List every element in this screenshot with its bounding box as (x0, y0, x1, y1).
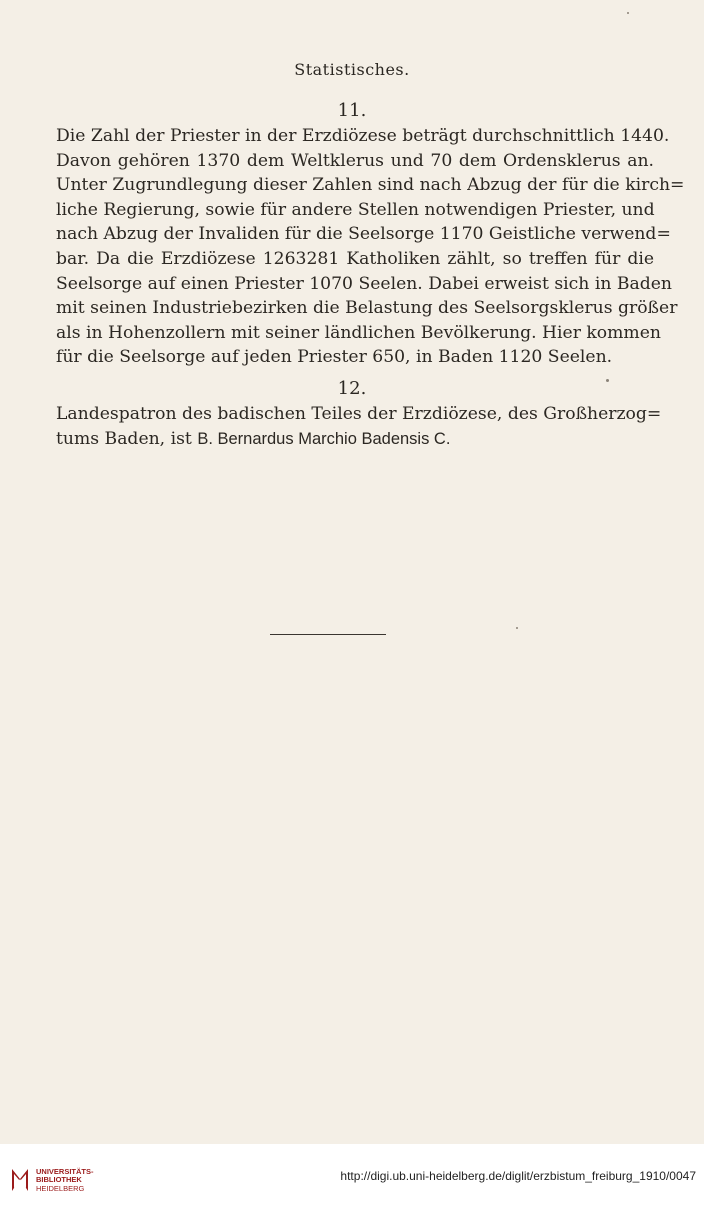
paper-speck (606, 379, 609, 382)
library-name-line: HEIDELBERG (36, 1183, 85, 1193)
text-line: bar. Da die Erzdiözese 1263281 Katholiken zählt, so treffen für die (56, 248, 654, 269)
end-rule (270, 634, 386, 635)
text-line (56, 427, 654, 452)
saint-name: B. Bernardus Marchio Badensis C. (197, 429, 451, 448)
section-number-11: 11. (337, 100, 367, 121)
text-line: Unter Zugrundlegung dieser Zahlen sind nach Abzug der für die kirch= (56, 175, 685, 196)
text-line: nach Abzug der Invaliden für die Seelsorge 1170 Geistliche verwend= (56, 224, 671, 245)
paragraph-11 (56, 124, 685, 370)
library-name-line: BIBLIOTHEK (36, 1175, 82, 1185)
paper-speck (627, 12, 629, 14)
footer-bar (0, 1144, 704, 1212)
text-line: Landespatron des badischen Teiles der Erzdiözese, des Großherzog= (56, 404, 662, 424)
university-library-logo-icon (10, 1166, 30, 1194)
paper-speck (516, 627, 518, 629)
text-line: als in Hohenzollern mit seiner ländlichen Bevölkerung. Hier kommen (56, 322, 661, 343)
text-line: liche Regierung, sowie für andere Stellen notwendigen Priester, und (56, 199, 655, 220)
text-line: mit seinen Industriebezirken die Belastung des Seelsorgsklerus größer (56, 298, 678, 319)
library-name (36, 1168, 94, 1193)
text-fragment: tums Baden, ist (56, 428, 192, 449)
section-number-12: 12. (337, 378, 367, 399)
text-line: Die Zahl der Priester in der Erzdiözese beträgt durchschnittlich 1440. (56, 126, 670, 146)
library-name-line: UNIVERSITÄTS- (36, 1167, 94, 1176)
paragraph-12 (56, 402, 662, 451)
text-line: Seelsorge auf einen Priester 1070 Seelen. Dabei erweist sich in Baden (56, 273, 672, 294)
source-url-link[interactable]: http://digi.ub.uni-heidelberg.de/diglit/erzbistum_freiburg_1910/0047 (340, 1169, 696, 1183)
running-head: Statistisches. (294, 60, 410, 79)
text-line: Davon gehören 1370 dem Weltklerus und 70 dem Ordensklerus an. (56, 150, 654, 171)
text-line: für die Seelsorge auf jeden Priester 650, in Baden 1120 Seelen. (56, 347, 613, 368)
